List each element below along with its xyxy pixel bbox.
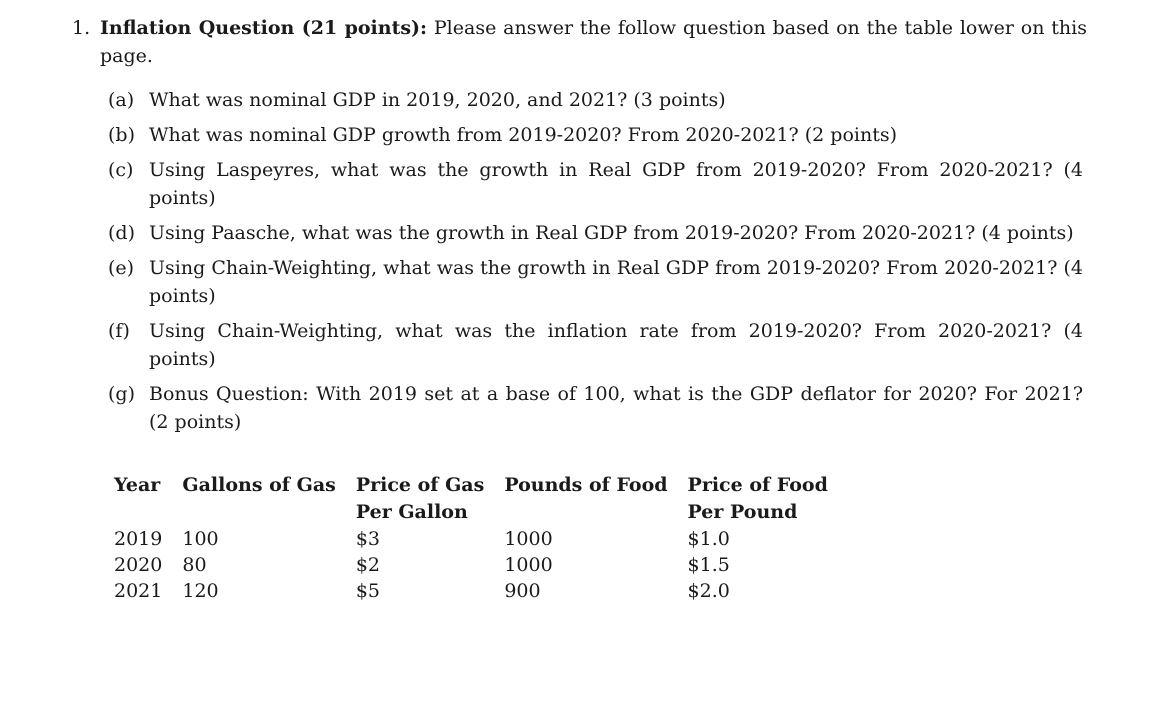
sub-question-label: (f)	[108, 320, 130, 342]
table-header-row	[104, 472, 838, 526]
table-cell: 100	[182, 528, 219, 550]
column-header-line2: Per Gallon	[355, 501, 468, 523]
sub-question	[108, 317, 1083, 373]
column-header-line1: Year	[114, 474, 161, 496]
sub-question-text: Using Laspeyres, what was the growth in Real GDP from 2019-2020? From 2020-2021? (4 points)	[149, 159, 1083, 209]
table-cell: 900	[504, 580, 541, 602]
table-row	[104, 526, 838, 552]
question-intro-paragraph	[100, 14, 1087, 70]
column-header-line1: Price of Food	[687, 474, 828, 496]
table-cell: 120	[182, 580, 219, 602]
table-cell: 2019	[114, 528, 163, 550]
data-table	[104, 472, 838, 604]
question-header	[72, 14, 1087, 70]
column-header-gallons-of-gas	[172, 472, 345, 526]
sub-question-text: Bonus Question: With 2019 set at a base of 100, what is the GDP deflator for 2020? For 2021? (2 points)	[149, 383, 1083, 433]
sub-question-label: (d)	[108, 222, 135, 244]
table-cell: $2.0	[687, 580, 730, 602]
sub-question	[108, 121, 1083, 149]
sub-question-label: (a)	[108, 89, 135, 111]
table-cell: $1.5	[687, 554, 730, 576]
table-cell: $5	[355, 580, 381, 602]
table-row	[104, 578, 838, 604]
table-row	[104, 552, 838, 578]
table-header	[104, 472, 838, 526]
sub-question-text: What was nominal GDP in 2019, 2020, and 2021? (3 points)	[149, 89, 726, 111]
sub-question	[108, 86, 1083, 114]
question-number: 1.	[72, 17, 91, 39]
sub-question-label: (e)	[108, 257, 135, 279]
table-cell: $2	[355, 554, 381, 576]
table-cell: 2020	[114, 554, 163, 576]
sub-question-text: What was nominal GDP growth from 2019-2020? From 2020-2021? (2 points)	[149, 124, 898, 146]
table-cell: $3	[355, 528, 381, 550]
sub-question-label: (c)	[108, 159, 134, 181]
column-header-line1: Pounds of Food	[504, 474, 668, 496]
table-cell: 80	[182, 554, 207, 576]
table-cell: 2021	[114, 580, 163, 602]
column-header-pounds-of-food	[494, 472, 677, 526]
column-header-price-of-food	[678, 472, 838, 526]
sub-question	[108, 219, 1083, 247]
column-header-line1: Price of Gas	[355, 474, 485, 496]
question-intro: Please answer the follow question based on the table lower on this page.	[100, 17, 1087, 67]
sub-question-text: Using Chain-Weighting, what was the growth in Real GDP from 2019-2020? From 2020-2021? (4 points)	[149, 257, 1083, 307]
table-cell: 1000	[504, 554, 553, 576]
column-header-year	[104, 472, 172, 526]
sub-question-text: Using Chain-Weighting, what was the inflation rate from 2019-2020? From 2020-2021? (4 points)	[149, 320, 1083, 370]
table-cell: 1000	[504, 528, 553, 550]
sub-question-text: Using Paasche, what was the growth in Real GDP from 2019-2020? From 2020-2021? (4 points)	[149, 222, 1074, 244]
sub-question-list	[108, 86, 1083, 443]
sub-question	[108, 380, 1083, 436]
column-header-line1: Gallons of Gas	[182, 474, 336, 496]
question-title: Inflation Question (21 points):	[100, 17, 428, 39]
sub-question-label: (b)	[108, 124, 135, 146]
sub-question-label: (g)	[108, 383, 135, 405]
column-header-price-of-gas	[346, 472, 494, 526]
column-header-line2: Per Pound	[687, 501, 798, 523]
sub-question	[108, 156, 1083, 212]
table-body	[104, 526, 838, 604]
table-cell: $1.0	[687, 528, 730, 550]
sub-question	[108, 254, 1083, 310]
